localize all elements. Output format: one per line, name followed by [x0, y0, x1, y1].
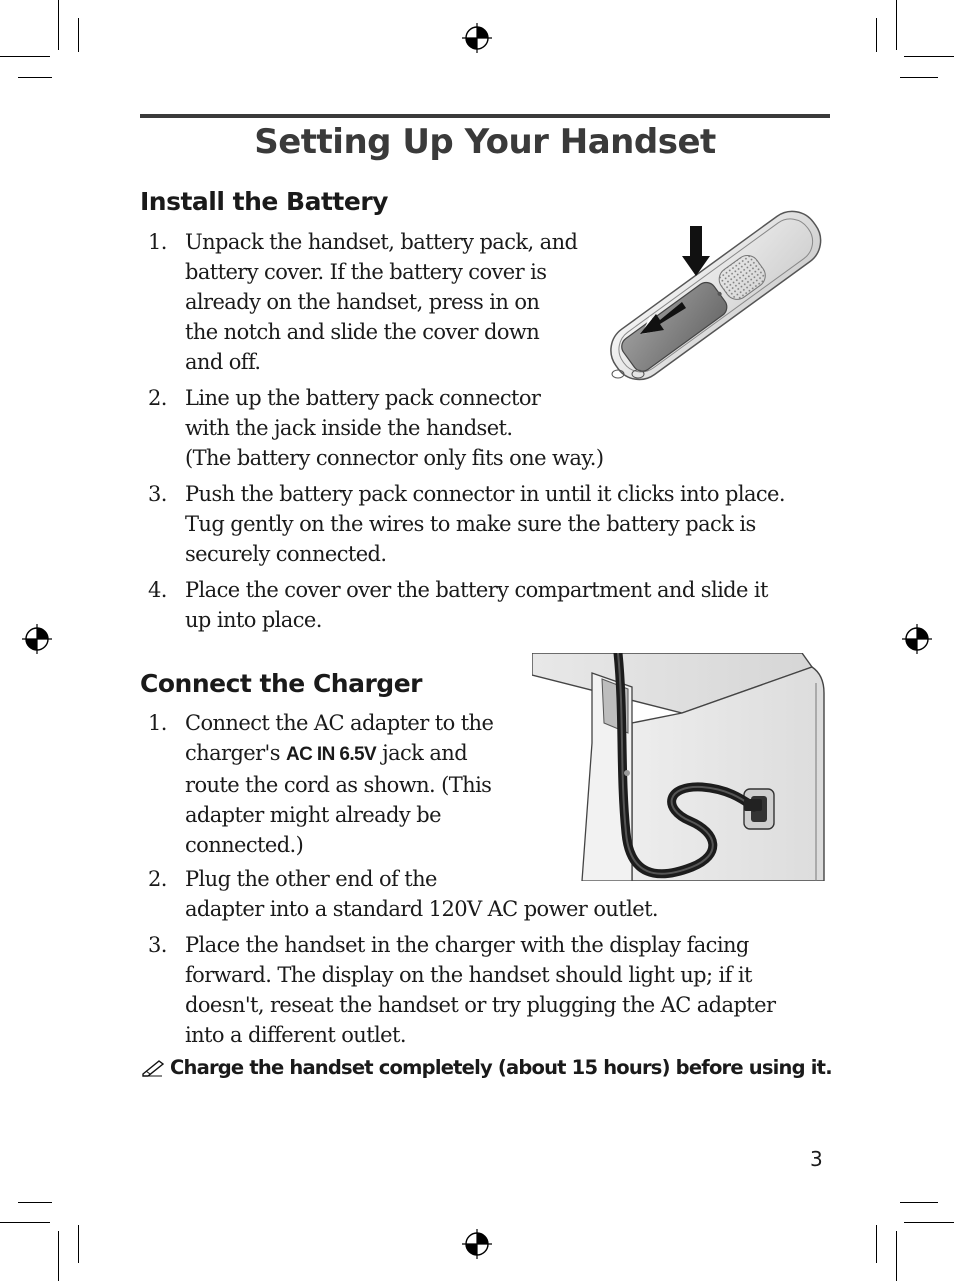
step-number: 1.: [148, 711, 167, 735]
registration-mark-icon: [460, 21, 494, 55]
step-text: Place the handset in the charger with the display facing forward. The display on the handset should light up; if it doesn't, reseat the handset or try plugging the AC adapter into a different outlet.: [185, 933, 776, 1047]
crop-mark: [58, 1231, 59, 1281]
step-number: 3.: [148, 933, 167, 957]
crop-mark: [0, 1222, 50, 1223]
crop-mark: [0, 56, 50, 57]
crop-mark: [18, 1202, 52, 1203]
pencil-note-icon: [140, 1057, 166, 1077]
crop-mark: [876, 1225, 877, 1263]
step-number: 3.: [148, 482, 167, 506]
crop-mark: [78, 1225, 79, 1263]
registration-mark-icon: [900, 622, 934, 656]
battery-heading: Install the Battery: [140, 187, 388, 216]
step-number: 1.: [148, 230, 167, 254]
crop-mark: [58, 0, 59, 50]
step-number: 2.: [148, 386, 167, 410]
crop-mark: [900, 77, 938, 78]
step-text: Line up the battery pack connector with the jack inside the handset. (The battery connector only fits one way.): [185, 386, 604, 470]
step-text: Place the cover over the battery compartment and slide it up into place.: [185, 578, 768, 632]
registration-mark-icon: [460, 1227, 494, 1261]
page-number: 3: [810, 1147, 823, 1171]
step-text: Unpack the handset, battery pack, and battery cover. If the battery cover is already on the handset, press in on the notch and slide the cover down and off.: [185, 230, 578, 374]
charge-note: Charge the handset completely (about 15 hours) before using it.: [140, 1056, 832, 1079]
jack-label: AC IN 6.5V: [285, 744, 377, 765]
step-text: Plug the other end of the adapter into a standard 120V AC power outlet.: [185, 867, 658, 921]
crop-mark: [896, 0, 897, 50]
crop-mark: [876, 18, 877, 52]
crop-mark: [904, 1222, 954, 1223]
title-rule: [140, 114, 830, 118]
page-title: Setting Up Your Handset: [254, 122, 716, 162]
crop-mark: [904, 56, 954, 57]
crop-mark: [896, 1231, 897, 1281]
registration-mark-icon: [20, 622, 54, 656]
step-text: Connect the AC adapter to the charger's AC IN 6.5V jack and route the cord as shown. (This adapter might already be connected.): [185, 711, 494, 857]
crop-mark: [18, 77, 52, 78]
charger-illustration: [532, 653, 828, 881]
handset-battery-illustration: [598, 198, 830, 388]
step-text: Push the battery pack connector in until it clicks into place. Tug gently on the wires to make sure the battery pack is securely connected.: [185, 482, 785, 566]
charger-heading: Connect the Charger: [140, 669, 422, 698]
crop-mark: [78, 18, 79, 52]
step-number: 2.: [148, 867, 167, 891]
step-number: 4.: [148, 578, 167, 602]
crop-mark: [900, 1202, 938, 1203]
